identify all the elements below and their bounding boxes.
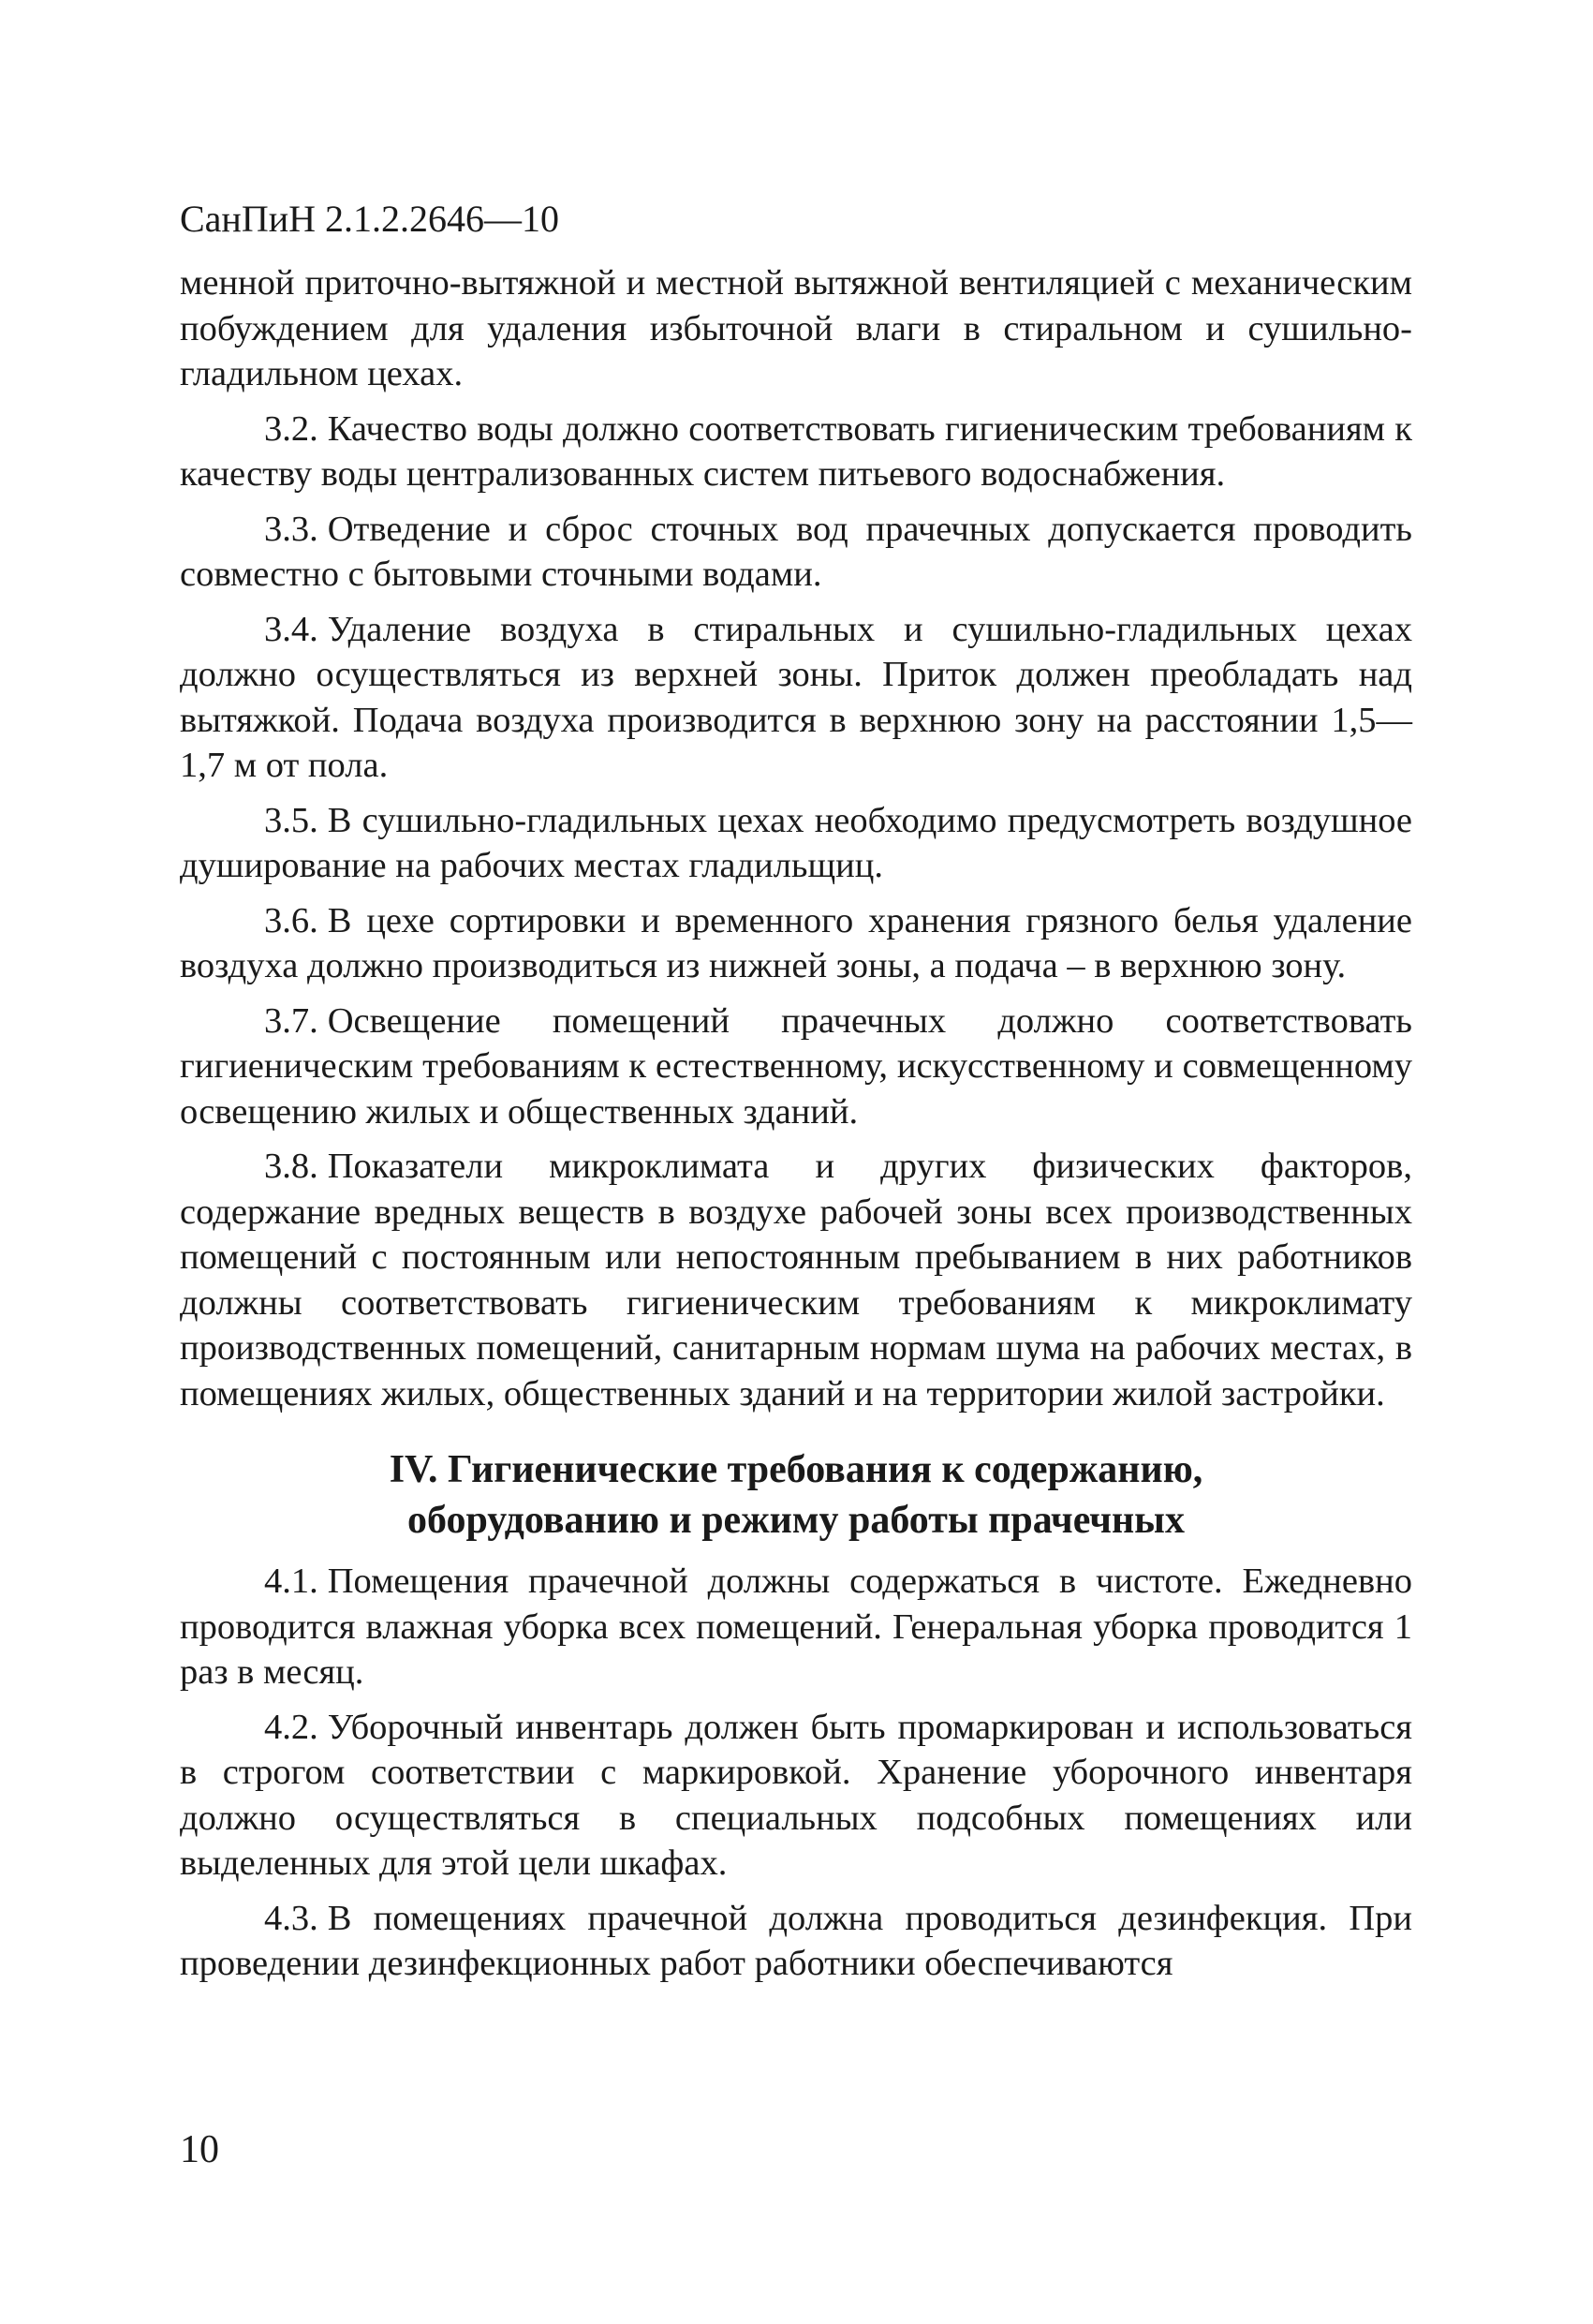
- clause-text: Помещения прачечной должны содержаться в чистоте. Ежедневно проводится влажная уборка всех помещений. Генеральная уборка проводится 1 раз в месяц.: [180, 1562, 1412, 1692]
- paragraph-3-2: [180, 407, 1412, 497]
- paragraph-3-5: [180, 798, 1412, 889]
- clause-number: 3.2.: [264, 408, 318, 449]
- running-title: СанПиН 2.1.2.2646—10: [180, 198, 560, 240]
- paragraph-3-7: [180, 999, 1412, 1135]
- paragraph-4-2: [180, 1705, 1412, 1887]
- section-heading-line-2: оборудованию и режиму работы прачечных: [407, 1499, 1185, 1542]
- clause-number: 3.6.: [264, 900, 318, 940]
- clause-number: 3.4.: [264, 609, 318, 649]
- clause-number: 4.3.: [264, 1898, 318, 1938]
- clause-number: 3.3.: [264, 509, 318, 549]
- section-heading: [180, 1444, 1412, 1546]
- clause-number: 3.5.: [264, 800, 318, 840]
- clause-text: Отведение и сброс сточных вод прачечных допускается проводить совместно с бытовыми сточными водами.: [180, 509, 1412, 594]
- page-number: 10: [180, 2128, 219, 2171]
- paragraph-4-1: [180, 1559, 1412, 1695]
- clause-number: 4.1.: [264, 1562, 318, 1601]
- clause-text: Удаление воздуха в стиральных и сушильно-гладильных цехах должно осуществляться из верхней зоны. Приток должен преобладать над вытяжкой. Подача воздуха производится в верхнюю зону на расстоянии 1,5—1,7 м от пола.: [180, 609, 1412, 785]
- clause-number: 3.8.: [264, 1147, 318, 1186]
- paragraph-4-3: [180, 1896, 1412, 1987]
- section-heading-line-1: IV. Гигиенические требования к содержанию,: [389, 1448, 1203, 1491]
- clause-text: В помещениях прачечной должна проводиться дезинфекция. При проведении дезинфекционных работ работники обеспечиваются: [180, 1898, 1412, 1983]
- document-page: [180, 197, 1412, 1996]
- clause-text: Показатели микроклимата и других физических факторов, содержание вредных веществ в воздухе рабочей зоны всех производственных помещений с постоянным или непостоянным пребыванием в них работников должны соответствовать гигиеническим требованиям к микроклимату производственных помещений, санитарным нормам шума на рабочих местах, в помещениях жилых, общественных зданий и на территории жилой застройки.: [180, 1147, 1412, 1414]
- paragraph-3-6: [180, 898, 1412, 989]
- paragraph-3-3: [180, 507, 1412, 598]
- clause-number: 4.2.: [264, 1707, 318, 1747]
- paragraph-continuation: менной приточно-вытяжной и местной вытяжной вентиляцией с механическим побуждением для удаления избыточной влаги в стиральном и сушильно-гладильном цехах.: [180, 263, 1412, 393]
- clause-text: Освещение помещений прачечных должно соответствовать гигиеническим требованиям к естественному, искусственному и совмещенному освещению жилых и общественных зданий.: [180, 1000, 1412, 1132]
- clause-text: Уборочный инвентарь должен быть промаркирован и использоваться в строгом соответствии с маркировкой. Хранение уборочного инвентаря должно осуществляться в специальных подсобных помещениях или выделенных для этой цели шкафах.: [180, 1707, 1412, 1883]
- paragraph-3-4: [180, 607, 1412, 789]
- clause-number: 3.7.: [264, 1000, 318, 1041]
- paragraph-3-8: [180, 1144, 1412, 1416]
- clause-text: В сушильно-гладильных цехах необходимо предусмотреть воздушное душирование на рабочих местах гладильщиц.: [180, 800, 1412, 885]
- clause-text: Качество воды должно соответствовать гигиеническим требованиям к качеству воды централизованных систем питьевого водоснабжения.: [180, 408, 1412, 494]
- clause-text: В цехе сортировки и временного хранения грязного белья удаление воздуха должно производиться из нижней зоны, а подача – в верхнюю зону.: [180, 900, 1412, 985]
